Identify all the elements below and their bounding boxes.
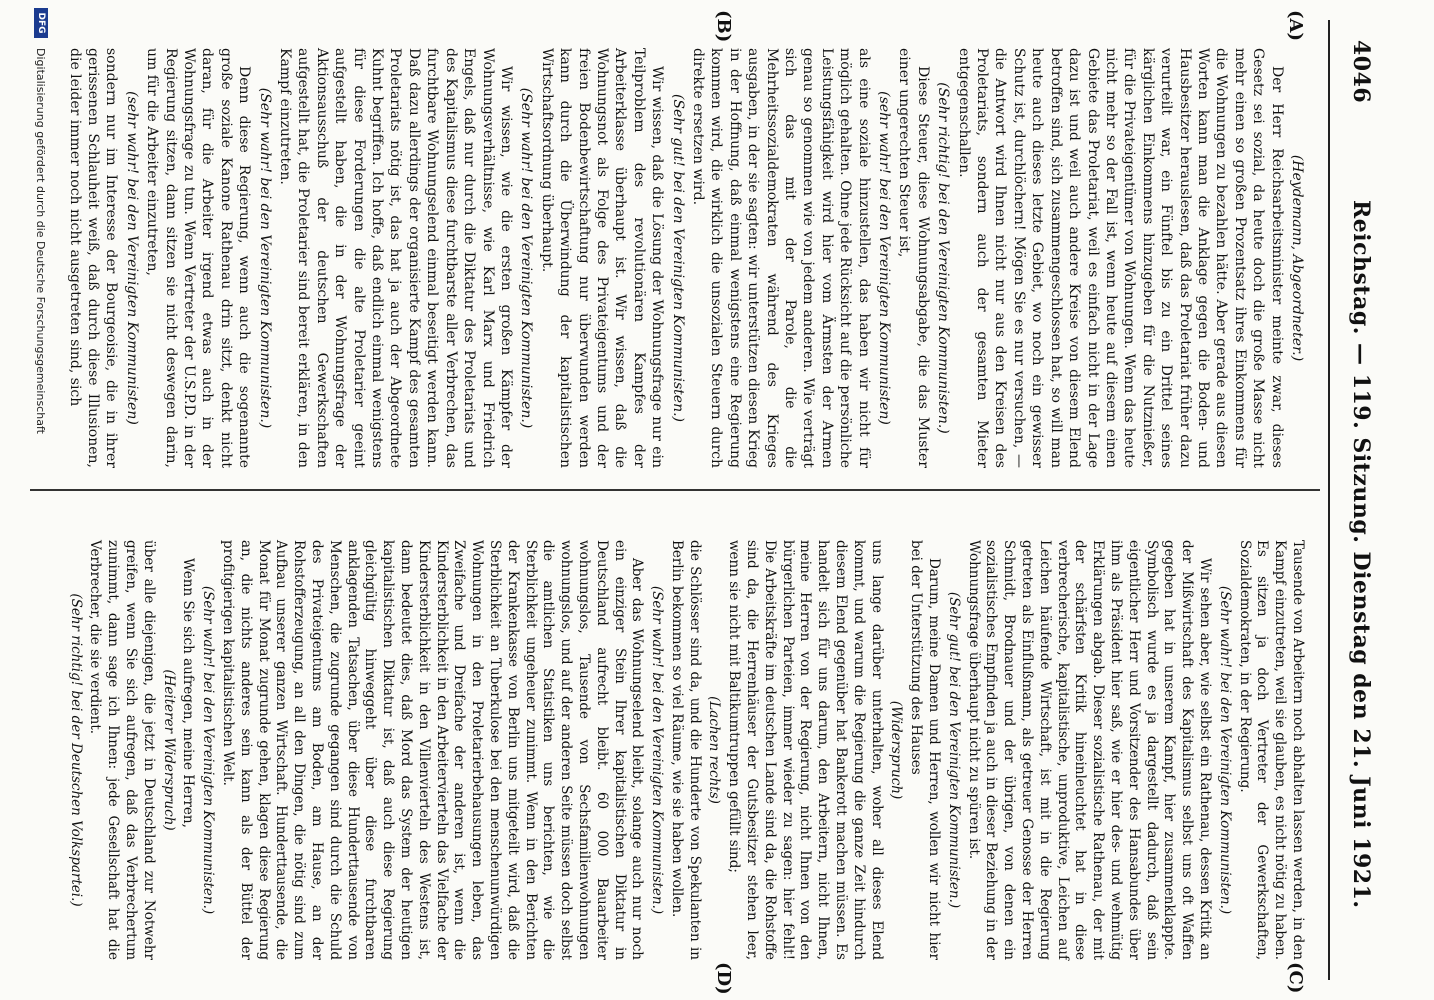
paragraph: Diese Steuer, diese Wohnungsabgabe, die das Muster einer ungerechten Steuer ist, — [896, 48, 931, 468]
column-divider — [30, 489, 1320, 491]
page-title: Reichstag. — 119. Sitzung. Dienstag den 21. Juni 1921. — [1348, 200, 1374, 909]
paragraph: Wir sehen aber, wie selbst ein Rathenau, dessen Kritik an der Mißwirtschaft des Kapitalismus selbst uns oft Waffen gegeben hat in unserem Kampf, hier zusammenklappte. Symbolisch wurde es ja dargestellt dadurch, daß sein eigentlicher Herr und Vorsitzender des Hansabundes über ihm als Präsident hier saß, wie er hier des- und wehmütig Erklärungen abgab. Dieser sozialistische Rathenau, der mit der schärfsten Kritik hineinleuchtet hat in diese verbrecherische, kapitalistische, unproduktive, Leichen auf Leichen häufende Wirtschaft, ist mit in die Regierung getreten als Einflußmann, als getreuer Genosse der Herren Schmidt, Brodnauer und der übrigen, von denen ein sozialistisches Empfinden ja auch in dieser Beziehung in der Wohnungsfrage überhaupt nicht zu spüren ist. — [965, 540, 1214, 960]
paragraph: über alle diejenigen, die jetzt in Deutschland zur Notwehr greifen, wenn Sie sich aufregen, daß das Verbrechertum zunimmt, dann sage ich Ihnen: jede Gesellschaft hat die Verbrecher, die sie verdient. — [87, 540, 157, 960]
left-text-column — [63, 48, 1306, 468]
paragraph: Tausende von Arbeitern noch abhalten lassen werden, in den Kampf einzutreten, weil sie glauben, es nicht nötig zu haben. Es sitzen ja doch Vertreter der Gewerkschaften, Sozialdemokraten, in der Regierung. — [1236, 540, 1306, 960]
margin-marker-d: (D) — [713, 962, 734, 995]
paragraph: uns lange darüber unterhalten, woher all dieses Elend kommt, und warum die Regierung die ganze Zeit hindurch diesem Elend gegenüber hat Bankerott machen müssen. Es handelt sich für uns darum, den Arbeitern, nicht Ihnen, meine Herren von der Regierung, nicht Ihnen von den bürgerlichen Parteien, immer wieder zu sagen: hier fehlt! Die Arbeitskräfte im deutschen Lande sind da, die Rohstoffe sind da, die Herrenhäuser der Gutsbesitzer stehen leer, wenn sie nicht mit Baltikumtruppen gefüllt sind; — [726, 540, 885, 960]
interjection: (Sehr richtig! bei der Deutschen Volkspartei.) — [67, 593, 84, 907]
paragraph: Darum, meine Damen und Herren, wollen wir nicht hier bei der Unterstützung des Hauses — [908, 540, 943, 960]
interjection: (Widerspruch) — [888, 700, 905, 800]
paragraph: Wenn Sie sich aufregen, meine Herren, — [180, 558, 197, 828]
speaker-line: (Heydemann, Abgeordneter.) — [1289, 154, 1305, 362]
paragraph: die Schlösser sind da, und die Hunderte von Spekulanten in Berlin bekommen so viel Räume, wie sie haben wollen. — [668, 540, 703, 960]
margin-marker-c: (C) — [1285, 962, 1306, 994]
page-number: 4046 — [1348, 40, 1374, 104]
digitization-credit — [28, 8, 48, 988]
margin-marker-a: (A) — [1285, 10, 1306, 41]
dfg-logo: DFG — [34, 8, 48, 38]
interjection: (Heiterer Widerspruch) — [160, 669, 177, 831]
interjection: (sehr wahr! bei den Vereinigten Kommunisten) — [876, 91, 893, 425]
right-text-column — [64, 540, 1306, 960]
interjection: (Sehr gut! bei den Vereinigten Kommunisten.) — [669, 93, 686, 423]
interjection: (Sehr wahr! bei den Vereinigten Kommunisten.) — [1216, 585, 1233, 915]
interjection: (Sehr wahr! bei den Vereinigten Kommunisten.) — [518, 87, 535, 429]
interjection: (Sehr wahr! bei den Vereinigten Kommunisten.) — [649, 585, 666, 915]
paragraph: Wir wissen, daß die Lösung der Wohnungsfrage nur ein Teilproblem des revolutionären Kampfes der Arbeiterklasse überhaupt ist. Wir wissen, daß die Wohnungsnot als Folge des Privateigentums und der freien Bodenbewirtschaftung nur überwunden werden kann durch die Überwindung der kapitalistischen Wirtschaftsordnung überhaupt. — [538, 48, 666, 468]
interjection: (sehr wahr! bei den Vereinigten Kommunisten) — [123, 91, 140, 425]
paragraph: Aber das Wohnungselend bleibt, solange auch nur noch ein einziger Stein Ihrer kapitalistischen Diktatur in Deutschland aufrecht bleibt. 60 000 Bauarbeiter wohnungslos, Tausende von Sechsfamilienwohnungen wohnungslos, und auf der anderen Seite müssen doch selbst die amtlichen Statistiken uns berichten, wie die Sterblichkeit ungeheuer zunimmt. Wenn in den Berichten der Krankenkasse von Berlin uns mitgeteilt wird, daß die Sterblichkeit an Tuberkulose bei den menschenunwürdigen Wohnungen in den Proletarierbehausungen leben, das Zweifache und Dreifache der anderen ist, wenn die Kindersterblichkeit in den Arbeitervierteln das Vielfache der Kindersterblichkeit in den Villenvierteln des Westens ist, dann bedeutet dies, daß Mord das System der heutigen kapitalistischen Diktatur ist, daß auch diese Regierung gleichgültig hinweggeht über diese furchtbaren anklagenden Tatsachen, über diese Hunderttausende von Menschen, die zugrunde gegangen sind durch die Schuld des Privateigentums am Boden, am Hause, an der Rohstofferzeugung, an all den Dingen, die nötig sind zum Aufbau unserer ganzen Wirtschaft. Hunderttausende, die Monat für Monat zugrunde gehen, klagen diese Regierung an, die nichts anderes sein kann als der Büttel der profitgierigen kapitalistischen Welt. — [219, 540, 646, 960]
page-header — [1334, 40, 1374, 970]
interjection: (Sehr wahr! bei den Vereinigten Kommunisten.) — [256, 87, 273, 429]
credit-text: Digitalisierung gefördert durch die Deutsche Forschungsgemeinschaft — [34, 48, 47, 434]
paragraph: sondern nur im Interesse der Bourgeoisie, die in ihrer gerissenen Schlauheit weiß, daß durch diese Illusionen, die leider immer noch nicht ausgetreten sind, sich — [66, 48, 120, 468]
header-rule — [1328, 20, 1330, 980]
interjection: (Sehr richtig! bei den Vereinigten Kommunisten.) — [935, 82, 952, 434]
paragraph: Der Herr Reichsarbeitsminister meinte zwar, dieses Gesetz sei sozial, da heute doch die große Masse nicht mehr einen so großen Prozentsatz ihres Einkommens für die Wohnungen zu bezahlen hätte. Aber gerade aus diesen Worten kann man die Anklage gegen die Boden- und Hausbesitzer herauslesen, daß das Proletariat früher dazu verurteilt war, ein Fünftel bis zu ein Drittel seines kärglichen Einkommens hinzugeben für die Nutznießer, für die Privateigentümer von Wohnungen. Wenn das heute nicht mehr so der Fall ist, wenn heute auf diesem einen Gebiete das Proletariat, weil es einfach nicht in der Lage dazu ist und weil auch andere Kreise von diesem Elend betroffen sind, sich zusammengeschlossen hat, so will man heute auch dieses letzte Gebiet, wo noch ein gewisser Schutz ist, durchlöchern! Mögen Sie es nur versuchen, — die Antwort wird Ihnen nicht nur aus den Kreisen des Proletariats, sondern auch der gesamten Mieter entgegenschallen. — [955, 48, 1285, 468]
paragraph: Wir wissen, wie die ersten großen Kämpfer der Wohnungsverhältnisse, wie Karl Marx und Friedrich Engels, daß nur durch die Diktatur des Proletariats und des Kapitalismus diese furchtbarste aller Verbrechen, das furchtbare Wohnungselend einmal beseitigt werden kann. Daß dazu allerdings der organisierte Kampf des gesamten Proletariats nötig ist, das hat ja auch der Abgeordnete Kuhnt begriffen. Ich hoffe, daß endlich einmal wenigstens für diese Forderungen die alte Proletarier geeint aufgestellt haben, die in der Wohnungsfrage der Aktionsausschuß der deutschen Gewerkschaften aufgestellt hat, die Proletarier sind bereit erklären, in den Kampf einzutreten. — [277, 48, 514, 468]
interjection: (Sehr wahr! bei den Vereinigten Kommunisten.) — [200, 585, 217, 915]
paragraph: als eine soziale hinzustellen, das haben wir nicht für möglich gehalten. Ohne jede Rücksicht auf die persönliche Leistungsfähigkeit wird hier vom Ärmsten der Armen genau so genommen wie von jedem anderen. Wie verträgt sich das mit der Parole, die die Mehrheitssozialdemokraten während des Krieges ausgaben, in der sie sagten: wir unterstützen diesen Krieg in der Hoffnung, daß einmal wenigstens eine Regierung kommen wird, die wirklich die unsozialen Steuern durch direkte ersetzen wird. — [690, 48, 872, 468]
interjection: (Sehr gut! bei den Vereinigten Kommunisten.) — [945, 591, 962, 909]
interjection: (Lachen rechts) — [706, 696, 723, 804]
paragraph: Denn diese Regierung, wenn auch die sogenannte große soziale Kanone Rathenau drin sitzt, denkt nicht daran, für die Arbeiter irgend etwas auch in der Wohnungsfrage zu tun. Wenn Vertreter der U.S.P.D. in der Regierung sitzen, dann sitzen sie nicht deswegen darin, um für die Arbeiter einzutreten, — [144, 48, 253, 468]
margin-marker-b: (B) — [713, 10, 734, 43]
